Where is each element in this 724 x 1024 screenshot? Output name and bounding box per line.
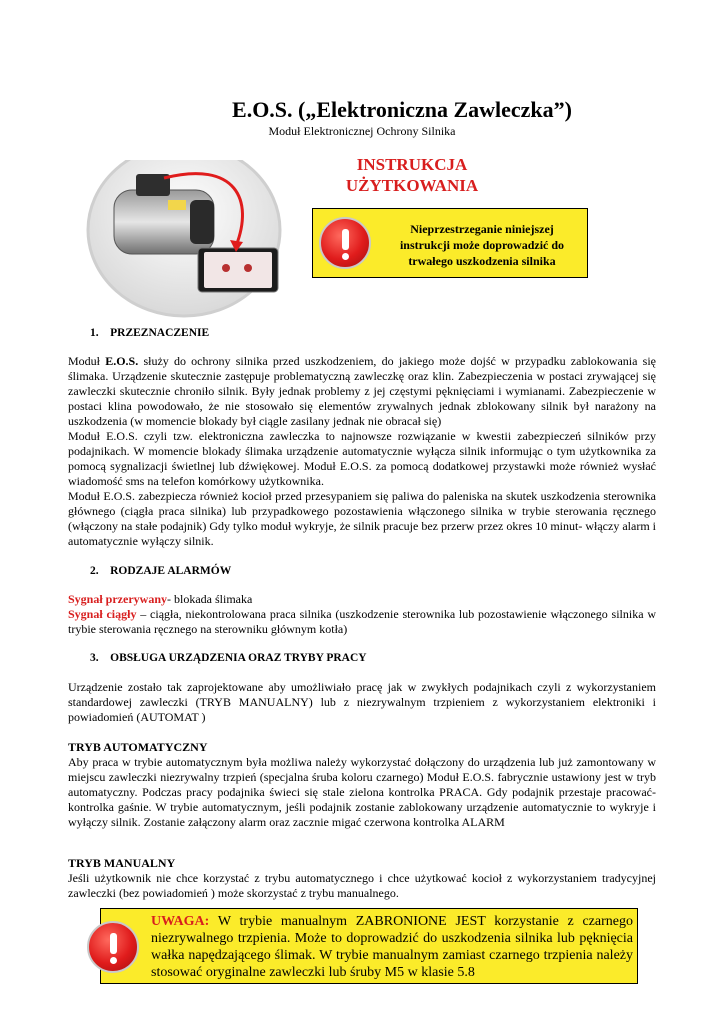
warning-text — [379, 221, 585, 269]
auto-mode-text: Aby praca w trybie automatycznym była możliwa należy wykorzystać dołączony do urządzenia lub już zamontowany w miejscu zawleczki niezrywalny trzpień (specjalna śruba koloru czarnego) Moduł E.O.S. fabrycznie ustawiony jest w tryb automatyczny. Podczas pracy podajnika świeci się stale zielona kontrolka PRACA. Gdy podajnik przestaje pracować- kontrolka gaśnie. W trybie automatycznym, jeśli podajnik zostanie zablokowany urządzenie automatycznie to wykryje i wyłączy silnik. Zostanie załączony alarm oraz zacznie migać czerwona kontrolka ALARM — [68, 755, 656, 829]
motor-cap — [190, 200, 214, 244]
warning-text-line-1: Nieprzestrzeganie niniejszej — [410, 222, 554, 236]
exclamation-icon — [87, 921, 139, 973]
warning-text-line-3: trwałego uszkodzenia silnika — [408, 254, 556, 268]
motor-label — [168, 200, 186, 210]
alarm-1-text: - blokada ślimaka — [167, 592, 253, 606]
bottom-warning-box — [100, 908, 638, 984]
bottom-warning-text — [151, 913, 633, 981]
instruction-heading — [342, 154, 482, 196]
p1-c: służy do ochrony silnika przed uszkodzeniem, do jakiego może dojść w przypadku zablokowania się ślimaka. Urządzenie skutecznie zastępuje problematyczną zawleczkę oraz klin. Zabezpieczenia w postaci zrywającej się zawleczki skutecznie chroniło silnik. Były jednak problemy z jej częstymi pęknięciami i wymianami. Zabezpieczenie w postaci klina powodowało, że nie stosowało się elementów zrywalnych jednak zblokowany silnik był narażony na uszkodzenia (w momencie blokady był ciągle zasilany jednak nie obracał się) — [68, 354, 656, 428]
alarm-2 — [68, 607, 656, 637]
bottom-warning-label: UWAGA: — [151, 914, 210, 929]
p1-b: E.O.S. — [105, 354, 139, 368]
manual-mode-text: Jeśli użytkownik nie chce korzystać z trybu automatycznego i chce użytkować kocioł z wykorzystaniem tradycyjnej zawleczki (bez powiadomień ) może skorzystać z trybu manualnego. — [68, 871, 656, 900]
bottom-warning-body: W trybie manualnym ZABRONIONE JEST korzystanie z czarnego niezrywalnego trzpienia. Może to doprowadzić do uszkodzenia silnika lub pęknięcia wałka napędzającego ślimak. W trybie manualnym zamiast czarnego trzpienia należy stosować oryginalne zawleczki lub śruby M5 w klasie 5.8 — [151, 914, 633, 980]
alarm-1 — [68, 592, 656, 607]
manual-mode-block — [68, 856, 656, 901]
section-1-paragraph-1 — [68, 354, 656, 429]
alarm-2-label: Sygnał ciągły — [68, 607, 137, 621]
page-title: E.O.S. („Elektroniczna Zawleczka”) — [232, 97, 572, 122]
instruction-line-1: INSTRUKCJA — [356, 155, 468, 174]
section-3-intro: Urządzenie zostało tak zaprojektowane aby umożliwiało pracę jak w zwykłych podajnikach czyli z wykorzystaniem standardowej zawleczki (TRYB MANUALNY) lub z niezrywalnym trzpieniem z wykorzystaniem elektroniki i powiadomień (AUTOMAT ) — [68, 680, 656, 724]
product-photo — [86, 160, 298, 318]
section-1-body — [68, 354, 656, 549]
section-1-paragraph-2: Moduł E.O.S. czyli tzw. elektroniczna zawleczka to najnowsze rozwiązanie w kwestii zabezpieczeń silników przy podajnikach. W momencie blokady ślimaka urządzenie automatycznie wyłącza silnik informując o tym użytkownika za pomocą sygnalizacji świetlnej lub dźwiękowej. Moduł E.O.S. za pomocą dodatkowej przystawki może również wysłać wiadomość sms na telefon komórkowy użytkownika. — [68, 429, 656, 488]
auto-mode-block — [68, 740, 656, 830]
instruction-line-2: UŻYTKOWANIA — [345, 176, 479, 195]
section-2-body — [68, 592, 656, 637]
eos-led-alarm — [244, 264, 252, 272]
p1-a: Moduł — [68, 354, 106, 368]
auto-mode-heading: TRYB AUTOMATYCZNY — [68, 740, 208, 754]
warning-box — [312, 208, 588, 278]
alarm-1-label: Sygnał przerywany — [68, 592, 167, 606]
section-2-heading: 2. RODZAJE ALARMÓW — [90, 565, 232, 577]
warning-text-line-2: instrukcji może doprowadzić do — [399, 238, 565, 252]
exclamation-icon — [319, 217, 371, 269]
section-1-paragraph-3: Moduł E.O.S. zabezpiecza również kocioł przed przesypaniem się paliwa do paleniska na skutek uszkodzenia sterownika głównego (ciągła praca silnika) lub przypadkowego pozostawienia włączonego silnika w trybie sterowania ręcznego (włączony na stałe podajnik) Gdy tylko moduł wykryje, że silnik pracuje bez przerw przez okres 10 minut- włączy alarm i automatycznie wyłączy silnik. — [68, 489, 656, 548]
eos-module-panel — [204, 252, 272, 288]
manual-mode-heading: TRYB MANUALNY — [68, 856, 176, 870]
eos-led-praca — [222, 264, 230, 272]
page-subtitle: Moduł Elektronicznej Ochrony Silnika — [268, 124, 456, 138]
alarm-2-text: – ciągła, niekontrolowana praca silnika (uszkodzenie sterownika lub pozostawienie włączonego silnika w trybie sterowania ręcznego na sterowniku głównym kotła) — [68, 607, 656, 636]
section-3-heading: 3. OBSŁUGA URZĄDZENIA ORAZ TRYBY PRACY — [90, 652, 367, 664]
section-1-heading: 1. PRZEZNACZENIE — [90, 327, 210, 339]
